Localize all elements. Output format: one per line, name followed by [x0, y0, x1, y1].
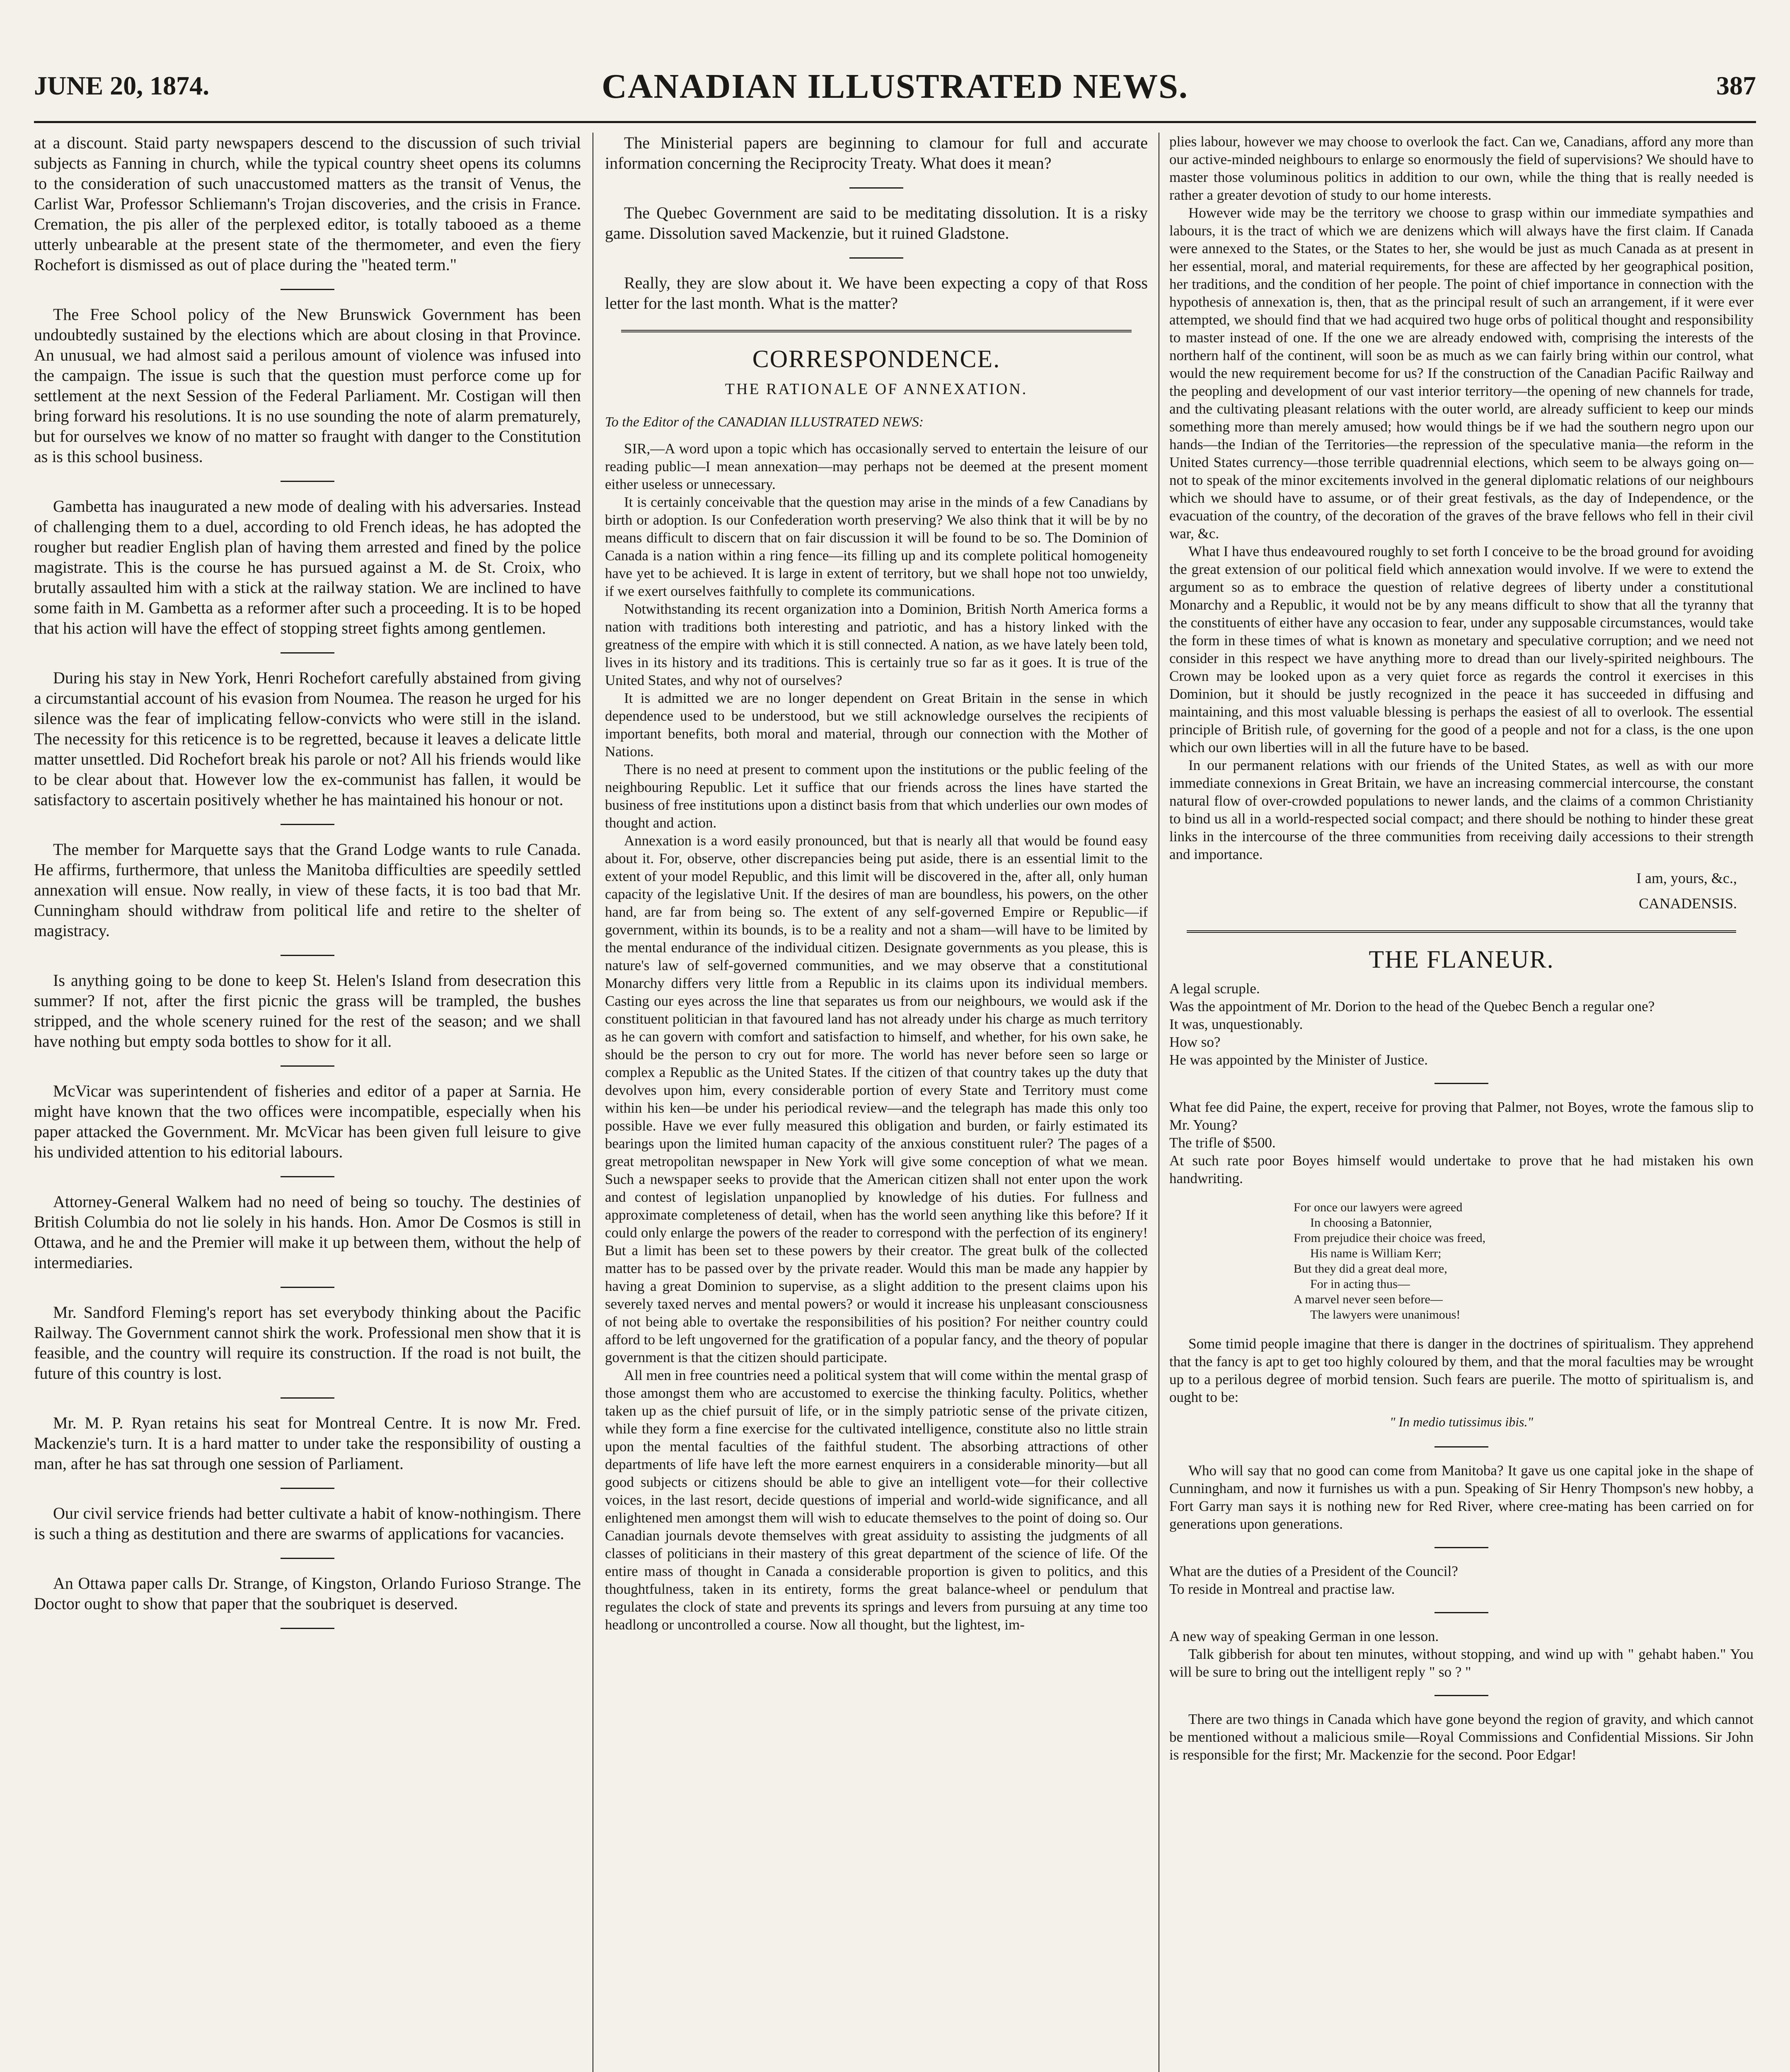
paragraph: Our civil service friends had better cultivate a habit of know-nothingism. There is such a thing as destitution and there are swarms of applications for vacancies. — [34, 1504, 581, 1543]
issue-date: JUNE 20, 1874. — [34, 71, 210, 100]
separator — [281, 652, 334, 654]
poem-line: But they did a great deal more, — [1294, 1262, 1447, 1276]
article-subheading: THE RATIONALE OF ANNEXATION. — [725, 380, 1028, 398]
flaneur-section — [1169, 980, 1754, 1764]
paragraph: He was appointed by the Minister of Justice. — [1169, 1052, 1428, 1068]
paragraph: How so? — [1169, 1034, 1221, 1050]
separator — [281, 1065, 334, 1067]
paragraph: McVicar was superintendent of fisheries and editor of a paper at Sarnia. He might have known that the two offices were incompatible, especially when his paper attacked the Government. Mr. McVicar has been given full leisure to give his undivided attention to his editorial labours. — [34, 1082, 581, 1161]
paragraph: At such rate poor Boyes himself would undertake to prove that he had mistaken his own handwriting. — [1169, 1152, 1754, 1186]
separator — [849, 257, 903, 259]
section-rule — [621, 330, 1131, 332]
paragraph: Is anything going to be done to keep St. Helen's Island from desecration this summer? If not, after the first picnic the grass will be trampled, the bushes stripped, and the whole scenery ruined for the rest of the season; and we shall have nothing but empty soda bottles to show for it all. — [34, 971, 581, 1051]
poem — [1294, 1200, 1754, 1322]
separator — [1434, 1547, 1488, 1548]
poem-line: His name is William Kerr; — [1310, 1247, 1442, 1260]
paragraph: Some timid people imagine that there is danger in the doctrines of spiritualism. They apprehend that the fancy is apt to get too highly coloured by them, and that the moral faculties may be wrought up to a perilous degree of morbid tension. Such fears are puerile. The motto of spiritualism is, and ought to be: — [1169, 1336, 1754, 1405]
section-rule — [1187, 930, 1736, 933]
poem-line: A marvel never seen before— — [1294, 1293, 1443, 1306]
paragraph: An Ottawa paper calls Dr. Strange, of Kingston, Orlando Furioso Strange. The Doctor ought to show that paper that the soubriquet is deserved. — [34, 1574, 581, 1613]
paragraph: The trifle of $500. — [1169, 1135, 1276, 1151]
paragraph: Mr. Sandford Fleming's report has set everybody thinking about the Pacific Railway. The Government cannot shirk the work. Professional men show that it is feasible, and the country will require its construction. If the road is not built, the future of this country is lost. — [34, 1303, 581, 1382]
separator — [281, 1287, 334, 1288]
separator — [281, 1488, 334, 1489]
paragraph: There is no need at present to comment upon the institutions or the public feeling of the neighbouring Republic. Let it suffice that our friends across the lines have started the business of free institutions upon a distinct basis from that which underlies our own modes of thought and action. — [605, 761, 1148, 831]
separator — [1434, 1446, 1488, 1447]
paragraph: What I have thus endeavoured roughly to set forth I conceive to be the broad ground for avoiding the great extension of our political field which annexation would involve. If we were to extend the argument so as to embrace the question of relative degrees of liberty under a constitutional Monarchy and a Republic, it would not be by any means difficult to show that all the tyranny that the constituents of either have any occasion to fear, under any supposable circumstances, would take the form in these times of what is known as monetary and speculative corruption; and we need not consider in this respect we have anything more to dread than our lively-spirited neighbours. The Crown may be looked upon as a very quiet force as regards the control it exercises in this Dominion, but it should be justly recognized in the peace it has succeeded in diffusing and maintaining, and this most valuable blessing is perhaps the easiest of all to overlook. The essential principle of British rule, of governing for the good of a people and not for a class, is the one upon which our own liberties will in all the future have to be based. — [1169, 543, 1754, 755]
separator — [281, 1558, 334, 1559]
paragraph: Was the appointment of Mr. Dorion to the head of the Quebec Bench a regular one? — [1169, 998, 1655, 1014]
poem-line: From prejudice their choice was freed, — [1294, 1231, 1486, 1245]
separator — [281, 481, 334, 482]
signature: CANADENSIS. — [1638, 895, 1737, 912]
paragraph: To reside in Montreal and practise law. — [1169, 1581, 1395, 1597]
separator — [849, 187, 903, 189]
paragraph: Who will say that no good can come from Manitoba? It gave us one capital joke in the shape of Cunningham, and now it furnishes us with a pun. Speaking of Sir Henry Thompson's new hobby, a Fort Garry man says it is nothing new for Red River, where cree-mating has been carried on for generations upon generations. — [1169, 1462, 1754, 1532]
paragraph: What are the duties of a President of the Council? — [1169, 1563, 1458, 1579]
paragraph: Mr. M. P. Ryan retains his seat for Montreal Centre. It is now Mr. Fred. Mackenzie's turn. It is a hard matter to under take the responsibility of ousting a man, after he has sat through one session of Parliament. — [34, 1414, 581, 1473]
separator — [281, 289, 334, 290]
separator — [1434, 1612, 1488, 1613]
salutation: To the Editor of the CANADIAN ILLUSTRATED NEWS: — [605, 414, 924, 430]
paragraph: What fee did Paine, the expert, receive for proving that Palmer, not Boyes, wrote the famous slip to Mr. Young? — [1169, 1099, 1754, 1133]
separator — [281, 1397, 334, 1399]
paragraph: Gambetta has inaugurated a new mode of dealing with his adversaries. Instead of challenging them to a duel, according to old French ideas, he has adopted the rougher but readier English plan of having them arrested and fined by the police magistrate. This is the course he has pursued against a M. de St. Croix, who brutally assaulted him with a stick at the railway station. We are inclined to have some faith in M. Gambetta as a reformer after such a proceeding. It is to be hoped that his action will have the effect of stopping street fights among gentlemen. — [34, 497, 581, 637]
paragraph: The Ministerial papers are beginning to clamour for full and accurate information concerning the Reciprocity Treaty. What does it mean? — [605, 133, 1148, 172]
paragraph: The Free School policy of the New Brunswick Government has been undoubtedly sustained by the elections which are about closing in that Province. An unusual, we had almost said a perilous amount of violence was infused into the campaign. The issue is such that the question must perforce come up for settlement at the next Session of the Federal Parliament. Mr. Costigan will then bring forward his resolutions. It is no use sounding the note of alarm prematurely, but for ourselves we know of no matter so fraught with danger to the Constitution as is this school business. — [34, 305, 581, 466]
separator — [281, 1176, 334, 1177]
paragraph: at a discount. Staid party newspapers descend to the discussion of such trivial subjects as Fanning in church, while the typical country sheet opens its columns to the consideration of such unaccustomed matters as the transit of Venus, the Carlist War, Professor Schliemann's Trojan discoveries, and the crisis in France. Cremation, the pis aller of the perplexed editor, is totally tabooed as a theme utterly unbearable at the present state of the thermometer, and even the fiery Rochefort is dismissed as out of place during the "heated term." — [34, 133, 581, 274]
newspaper-title: CANADIAN ILLUSTRATED NEWS. — [602, 67, 1188, 106]
separator — [281, 824, 334, 825]
paragraph: There are two things in Canada which have gone beyond the region of gravity, and which cannot be mentioned without a malicious smile—Royal Commissions and Confidential Missions. Sir John is responsible for the first; Mr. Mackenzie for the second. Poor Edgar! — [1169, 1711, 1754, 1763]
signoff: I am, yours, &c., — [1636, 870, 1737, 886]
paragraph: The member for Marquette says that the Grand Lodge wants to rule Canada. He affirms, furthermore, that unless the Manitoba difficulties are speedily settled annexation will ensue. Now really, in view of these facts, it is too bad that Mr. Cunningham should withdraw from political life and retire to the shelter of magistracy. — [34, 840, 581, 940]
paragraph: All men in free countries need a political system that will come within the mental grasp of those amongst them who are accustomed to exercise the thinking faculty. Politics, whether taken up as the chief pursuit of life, or in the simply patriotic sense of the private citizen, while they form a fine exercise for the cultivated intelligence, constitute also no little strain upon the mental faculties of the faithful student. The absorbing attractions of other departments of life have left the more earnest enquirers in a considerable minority—but all good subjects or citizens should be able to give an intelligent vote—for their collective voices, in the last resort, decide questions of imperial and world-wide significance, and all enlightened men amongst them will wish to educate themselves to the point of doing so. Our Canadian journals devote themselves with great assiduity to assisting the judgments of all classes of politicians in their mastery of this great department of the science of life. Of the entire mass of thought in Canada a considerable proportion is given to politics, and this thoughtfulness, taken in its entirety, forms the great balance-wheel or pendulum that regulates the clock of state and prevents its springs and levers from pursuing at any time too headlong or uncontrolled a course. Now all thought, but the lightest, im- — [605, 1367, 1148, 1633]
paragraph: In our permanent relations with our friends of the United States, as well as with our more immediate connexions in Great Britain, we have an increasing commercial intercourse, the constant natural flow of over-crowded populations to newer lands, and the claims of a common Christianity to bind us all in a world-respected social compact; and there should be nothing to hinder these great links in the intercourse of the three communities from receiving daily accessions to their strength and importance. — [1169, 757, 1754, 862]
column-editorial-notes — [34, 133, 581, 2072]
paragraph: plies labour, however we may choose to overlook the fact. Can we, Canadians, afford any more than our active-minded neighbours to enlarge so enormously the field of supervisions? We should have to master those voluminous politics in addition to our own, while the thing that is really needed is rather a greater devotion of study to our home interests. — [1169, 133, 1754, 203]
paragraph: Really, they are slow about it. We have been expecting a copy of that Ross letter for the last month. What is the matter? — [605, 274, 1148, 312]
paragraph: During his stay in New York, Henri Rochefort carefully abstained from giving a circumstantial account of his evasion from Noumea. The reason he urged for his silence was the fear of implicating fellow-convicts who were still in the island. The necessity for this reticence is to be regretted, because it leaves a delicate little matter unsettled. Did Rochefort break his parole or not? All his friends would like to be clear about that. However low the ex-communist has fallen, it would be satisfactory to ascertain positively whether he has maintained his honour or not. — [34, 668, 581, 809]
masthead-rule — [34, 121, 1756, 123]
paragraph: Attorney-General Walkem had no need of being so touchy. The destinies of British Columbia do not lie solely in his hands. Hon. Amor De Cosmos is still in Ottawa, and he and the Premier will make it up between them, without the help of intermediaries. — [34, 1192, 581, 1272]
paragraph: SIR,—A word upon a topic which has occasionally served to entertain the leisure of our reading public—I mean annexation—may perhaps not be deemed at the present moment either useless or unnecessary. — [605, 441, 1148, 492]
paragraph: Talk gibberish for about ten minutes, without stopping, and wind up with " gehabt haben." You will be sure to bring out the intelligent reply " so ? " — [1169, 1646, 1754, 1680]
poem-line: For in acting thus— — [1310, 1277, 1410, 1291]
paragraph: However wide may be the territory we choose to grasp within our immediate sympathies and labours, it is the tract of which we are denizens which will always have the first claim. If Canada were annexed to the States, or the States to her, she would be just as much Canada as at present in her essential, moral, and material requirements, for these are affected by her geographical position, her traditions, and the condition of her people. The point of chief importance in connection with the hypothesis of annexation is, then, that as the principal result of such an arrangement, if it were ever attempted, we should find that we had acquired two huge orbs of political thought and responsibility to master instead of one. If the one we are already endowed with, comprising the interests of the northern half of the continent, will soon be as much as we can fairly bring within our control, what would the new requirement become for us? If the construction of the Canadian Pacific Railway and the peopling and development of our vast interior territory—the opening of new channels for trade, and the cultivating pleasant relations with the outer world, are already sufficient to keep our minds something more than merely amused; how would things be if we had the southern negro upon our hands—the Indian of the Territories—the repression of the speculative mania—the reform in the United States currency—those terrible quadrennial elections, which seem to be always going on—not to speak of the minor excitements involved in the general diplomatic relations of our neighbours which we should have to assume, or of their great festivals, as the day of Independence, or the evacuation of the country, of the decoration of the graves of the brave fellows who fell in their civil war, &c. — [1169, 205, 1754, 542]
paragraph: It is certainly conceivable that the question may arise in the minds of a few Canadians by birth or adoption. Is our Confederation worth preserving? We also think that it will be by no means difficult to discern that on fair discussion it will be found to be so. The Dominion of Canada is a nation within a ring fence—its filling up and its complete political homogeneity have yet to be achieved. It is large in extent of territory, but we shall hope not too unwieldy, if we exert ourselves faithfully to complete its communications. — [605, 494, 1148, 599]
poem-line: The lawyers were unanimous! — [1310, 1308, 1461, 1322]
paragraph: It is admitted we are no longer dependent on Great Britain in the sense in which dependence used to be understood, but we still acknowledge ourselves the recipients of important benefits, both moral and material, through our connection with the Mother of Nations. — [605, 690, 1148, 760]
paragraph: It was, unquestionably. — [1169, 1016, 1303, 1032]
separator — [281, 1628, 334, 1629]
column-correspondence — [605, 133, 1148, 2072]
separator — [281, 955, 334, 956]
latin-motto: " In medio tutissimus ibis." — [1390, 1414, 1533, 1429]
flaneur-heading: THE FLANEUR. — [1369, 946, 1554, 973]
column-flaneur — [1169, 133, 1754, 2072]
paragraph: Annexation is a word easily pronounced, but that is nearly all that would be found easy about it. For, observe, other discrepancies being put aside, there is an essential limit to the extent of your model Republic, and this limit will be discovered in the, after all, only human capacity of the legislative Unit. If the desires of man are boundless, his powers, on the other hand, are far from being so. The extent of any self-governed Empire or Republic—if government, within its bounds, is to be a reality and not a sham—will have to be limited by the mental endurance of the individual citizen. Designate governments as you please, this is nature's law of self-governed communities, and we may observe that a constitutional Monarchy differs very little from a Republic in its claims upon its individual members. Casting our eyes across the line that separates us from our neighbours, we would ask if the constituent politician in that favoured land has not already under his charge as much territory as he can govern with comfort and satisfaction to himself, and whether, for his own sake, he should be the person to cry out for more. The world has never before seen so large or complex a Republic as the United States. If the citizen of that country takes up the duty that devolves upon him, every considerable portion of every State and Territory must come within his ken—be under his periodical review—and the telegraph has made this only too possible. Have we ever fully measured this obligation and burden, or fairly estimated its bearings upon the limited human capacity of the anxious constituent ruler? The pages of a great metropolitan newspaper in New York will give some conception of what we mean. Such a newspaper seeks to provide that the American citizen shall not enter upon the work and contest of legislation unpanoplied by knowledge of his duties. For fullness and approximate completeness of detail, when has the world seen anything like this before? If it could only enlarge the powers of the reader to correspond with the perfection of its enginery! But a limit has been set to these powers by their creator. The great bulk of the collected matter has to be passed over by the private reader. Would this man be made any happier by having a great Dominion to supervise, as a slight addition to the present claims upon his severely taxed nerves and mental powers? or would it increase his unpleasant consciousness of not being able to overtake the responsibilities of his position? For neither country could afford to be left ungoverned for the gratification of a popular fancy, and the theory of popular government is that the citizen should participate. — [605, 833, 1148, 1365]
masthead — [34, 66, 1756, 124]
poem-line: In choosing a Batonnier, — [1310, 1216, 1432, 1230]
separator — [1434, 1695, 1488, 1696]
correspondence-heading: CORRESPONDENCE. — [752, 345, 1001, 373]
paragraph: The Quebec Government are said to be meditating dissolution. It is a risky game. Dissolution saved Mackenzie, but it ruined Gladstone. — [605, 203, 1148, 242]
paragraph: Notwithstanding its recent organization into a Dominion, British North America forms a nation with traditions both interesting and patriotic, and has a history linked with the greatness of the empire with which it is still connected. A nation, as we have lately been told, lives in its history and its traditions. This is certainly true so far as it goes. It is true of the United States, and why not of ourselves? — [605, 601, 1148, 688]
poem-line: For once our lawyers were agreed — [1294, 1201, 1463, 1214]
paragraph: A legal scruple. — [1169, 980, 1260, 997]
page-number: 387 — [1716, 71, 1756, 100]
separator — [1434, 1083, 1488, 1084]
paragraph: A new way of speaking German in one lesson. — [1169, 1628, 1439, 1644]
